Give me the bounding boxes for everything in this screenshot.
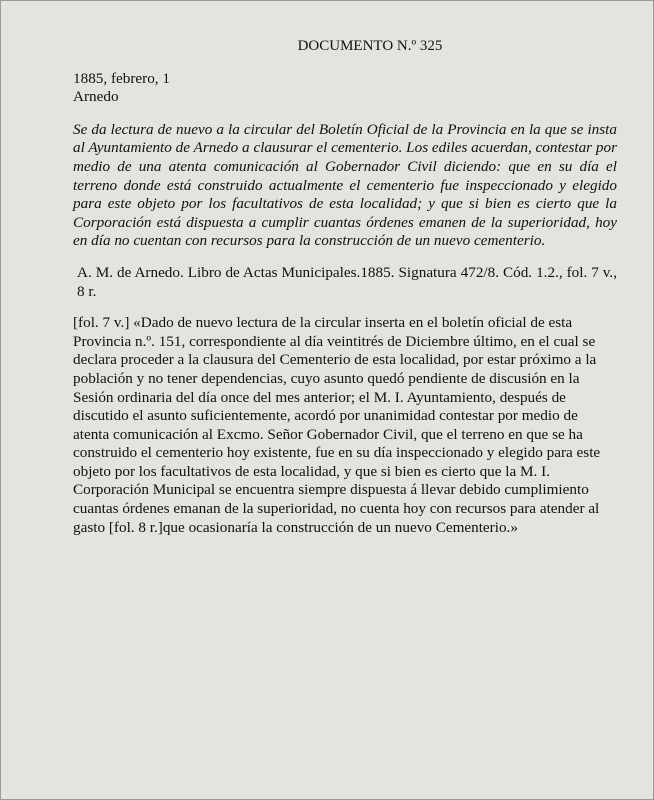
transcription-line: [fol. 7 v.] «Dado de nuevo lectura de la circular inserta en el boletín oficial de esta bbox=[73, 314, 573, 332]
document-place: Arnedo bbox=[73, 88, 119, 106]
date-place-block bbox=[73, 70, 617, 107]
transcription-line: cuantas órdenes emanan de la superioridad, no cuenta hoy con recursos para atender al bbox=[73, 500, 600, 518]
transcription-line: población y no tener dependencias, cuyo asunto quedó pendiente de discusión en la bbox=[73, 369, 580, 387]
archival-source: A. M. de Arnedo. Libro de Actas Municipales.1885. Signatura 472/8. Cód. 1.2., fol. 7 v., 8 r. bbox=[77, 263, 617, 300]
transcription-line: declara proceder a la clausura del Cementerio de esta localidad, por estar próximo a la bbox=[73, 351, 597, 369]
transcription-line: discutido el asunto suficientemente, acordó por unanimidad contestar por medio de bbox=[73, 407, 578, 425]
document-title: DOCUMENTO N.º 325 bbox=[297, 38, 443, 54]
transcription-line: atenta comunicación al Excmo. Señor Gobernador Civil, que el terreno en que se ha bbox=[73, 425, 583, 443]
transcription-line: Corporación Municipal se encuentra siempre dispuesta á llevar debido cumplimiento bbox=[73, 481, 589, 499]
document-body bbox=[73, 37, 617, 537]
transcription-line: objeto por los facultativos de esta localidad, y que si bien es cierto que la M. I. bbox=[73, 462, 551, 480]
transcription-line: construido el cementerio hoy existente, fue en su día inspeccionado y elegido para este bbox=[73, 444, 601, 462]
transcription-line: gasto [fol. 8 r.]que ocasionaría la construcción de un nuevo Cementerio.» bbox=[73, 518, 518, 536]
document-date: 1885, febrero, 1 bbox=[73, 69, 170, 87]
transcription bbox=[73, 314, 617, 537]
transcription-line: Sesión ordinaria del día once del mes anterior; el M. I. Ayuntamiento, después de bbox=[73, 388, 566, 406]
document-summary: Se da lectura de nuevo a la circular del Boletín Oficial de la Provincia en la que se insta al Ayuntamiento de Arnedo a clausurar el cementerio. Los ediles acuerdan, contestar por medio de una atenta comunicación al Gobernador Civil diciendo: que en su día el terreno donde está construido actualmente el cementerio fue inspeccionado y elegido para este objeto por los facultativos de esta localidad; y que si bien es cierto que la Corporación está dispuesta a cumplir cuantas órdenes emanen de la superioridad, hoy en día no cuentan con recursos para la construcción de un nuevo cementerio. bbox=[73, 120, 617, 250]
transcription-line: Provincia n.º. 151, correspondiente al día veintitrés de Diciembre último, en el cual se bbox=[73, 332, 596, 350]
